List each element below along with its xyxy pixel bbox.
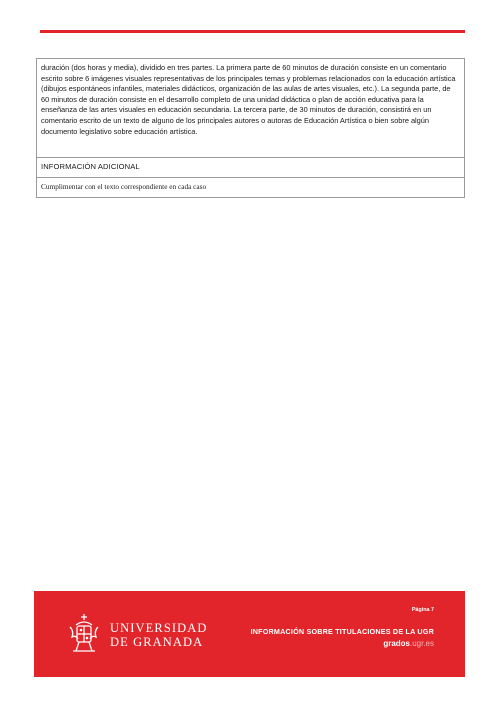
page-footer (34, 591, 465, 677)
additional-info-note: Cumplimentar con el texto correspondiente en cada caso (37, 177, 464, 197)
university-seal-icon (64, 611, 104, 657)
evaluation-text-cell (37, 59, 464, 157)
header-rule (40, 30, 465, 33)
content-table (36, 58, 465, 198)
website-link[interactable] (383, 639, 434, 648)
footer-info-title: INFORMACIÓN SOBRE TITULACIONES DE LA UGR (250, 627, 434, 636)
university-name-line2: DE GRANADA (110, 635, 204, 649)
evaluation-paragraph: duración (dos horas y media), dividido en tres partes. La primera parte de 60 minutos de duración consiste en un comentario escrito sobre 6 imágenes visuales representativas de los principales temas y problemas relacionados con la educación artística (dibujos espontáneos infantiles, materiales didácticos, organización de las aulas de artes visuales, etc.). La segunda parte, de 60 minutos de duración consiste en el desarrollo completo de una unidad didáctica o plan de acción educativa para la enseñanza de las artes visuales en educación secundaria. La tercera parte, de 30 minutos de duración, consistirá en un comentario escrito de un texto de alguno de los principales autores o autoras de Educación Artística o bien sobre algún documento legislativo sobre educación artística. (41, 63, 456, 136)
website-part-main: grados (383, 639, 410, 648)
website-part-domain: .ugr.es (409, 639, 434, 648)
university-name-line1: UNIVERSIDAD (110, 621, 208, 635)
additional-info-header: INFORMACIÓN ADICIONAL (37, 157, 464, 177)
page-number: Página 7 (411, 607, 434, 613)
